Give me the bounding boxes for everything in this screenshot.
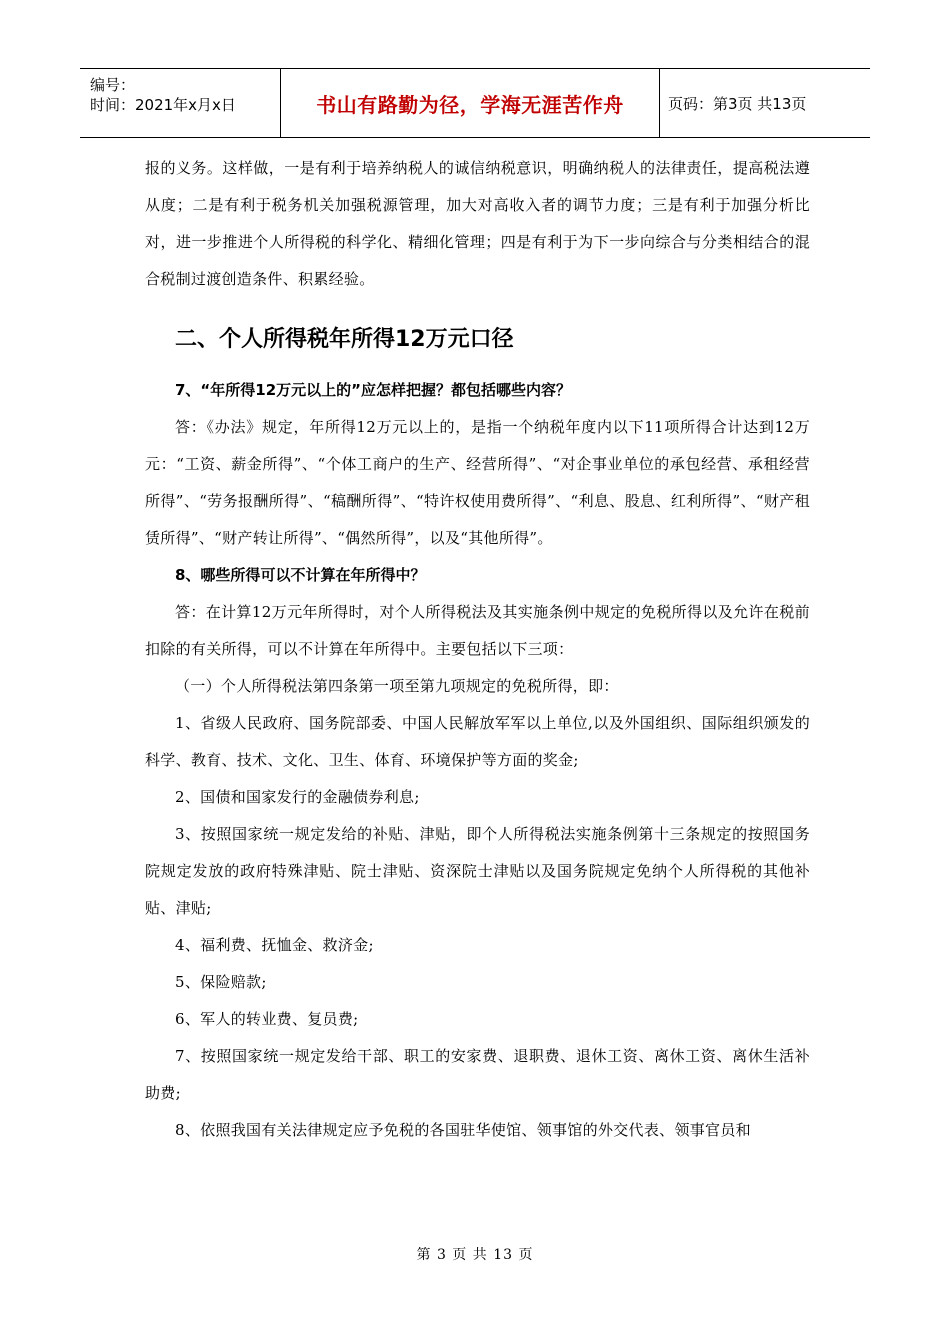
list-item: 7、按照国家统一规定发给干部、职工的安家费、退职费、退休工资、离休工资、离休生活补助费; bbox=[145, 1047, 810, 1102]
list-item: 4、福利费、抚恤金、救济金; bbox=[175, 936, 374, 954]
question-7: 7、“年所得12万元以上的”应怎样把握？都包括哪些内容？ bbox=[175, 381, 572, 399]
list-item: 6、军人的转业费、复员费; bbox=[175, 1010, 359, 1028]
header-motto: 书山有路勤为径，学海无涯苦作舟 bbox=[281, 69, 660, 137]
intro-paragraph: 报的义务。这样做，一是有利于培养纳税人的诚信纳税意识，明确纳税人的法律责任，提高税法遵从度；二是有利于税务机关加强税源管理，加大对高收入者的调节力度；三是有利于加强分析比对，进一步推进个人所得税的科学化、精细化管理；四是有利于为下一步向综合与分类相结合的混合税制过渡创造条件、积累经验。 bbox=[145, 159, 810, 288]
code-label: 编号： bbox=[90, 76, 136, 94]
list-item: 8、依照我国有关法律规定应予免税的各国驻华使馆、领事馆的外交代表、领事官员和 bbox=[175, 1121, 751, 1139]
list-item: 5、保险赔款; bbox=[175, 973, 267, 991]
question-8: 8、哪些所得可以不计算在年所得中？ bbox=[175, 566, 426, 584]
header-meta bbox=[80, 69, 281, 137]
page-footer: 第 3 页 共 13 页 bbox=[416, 1247, 534, 1263]
time-label: 时间：2021年x月x日 bbox=[90, 96, 236, 114]
answer-7: 答：《办法》规定，年所得12万元以上的，是指一个纳税年度内以下11项所得合计达到12万元：“工资、薪金所得”、“个体工商户的生产、经营所得”、“对企事业单位的承包经营、承租经营所得”、“劳务报酬所得”、“稿酬所得”、“特许权使用费所得”、“利息、股息、红利所得”、“财产租赁所得”、“财产转让所得”、“偶然所得”，以及“其他所得”。 bbox=[145, 418, 810, 547]
sub-heading-1: （一）个人所得税法第四条第一项至第九项规定的免税所得，即： bbox=[175, 677, 619, 695]
document-header bbox=[80, 68, 870, 138]
answer-8: 答：在计算12万元年所得时，对个人所得税法及其实施条例中规定的免税所得以及允许在税前扣除的有关所得，可以不计算在年所得中。主要包括以下三项： bbox=[145, 603, 810, 658]
list-item: 2、国债和国家发行的金融债券利息; bbox=[175, 788, 420, 806]
list-item: 3、按照国家统一规定发给的补贴、津贴，即个人所得税法实施条例第十三条规定的按照国务院规定发放的政府特殊津贴、院士津贴、资深院士津贴以及国务院规定免纳个人所得税的其他补贴、津贴; bbox=[145, 825, 810, 917]
section-title: 二、个人所得税年所得12万元口径 bbox=[175, 327, 514, 352]
list-item: 1、省级人民政府、国务院部委、中国人民解放军军以上单位,以及外国组织、国际组织颁发的科学、教育、技术、文化、卫生、体育、环境保护等方面的奖金; bbox=[145, 714, 810, 769]
document-body bbox=[145, 150, 810, 1149]
header-page-info: 页码：第3页 共13页 bbox=[668, 94, 807, 113]
